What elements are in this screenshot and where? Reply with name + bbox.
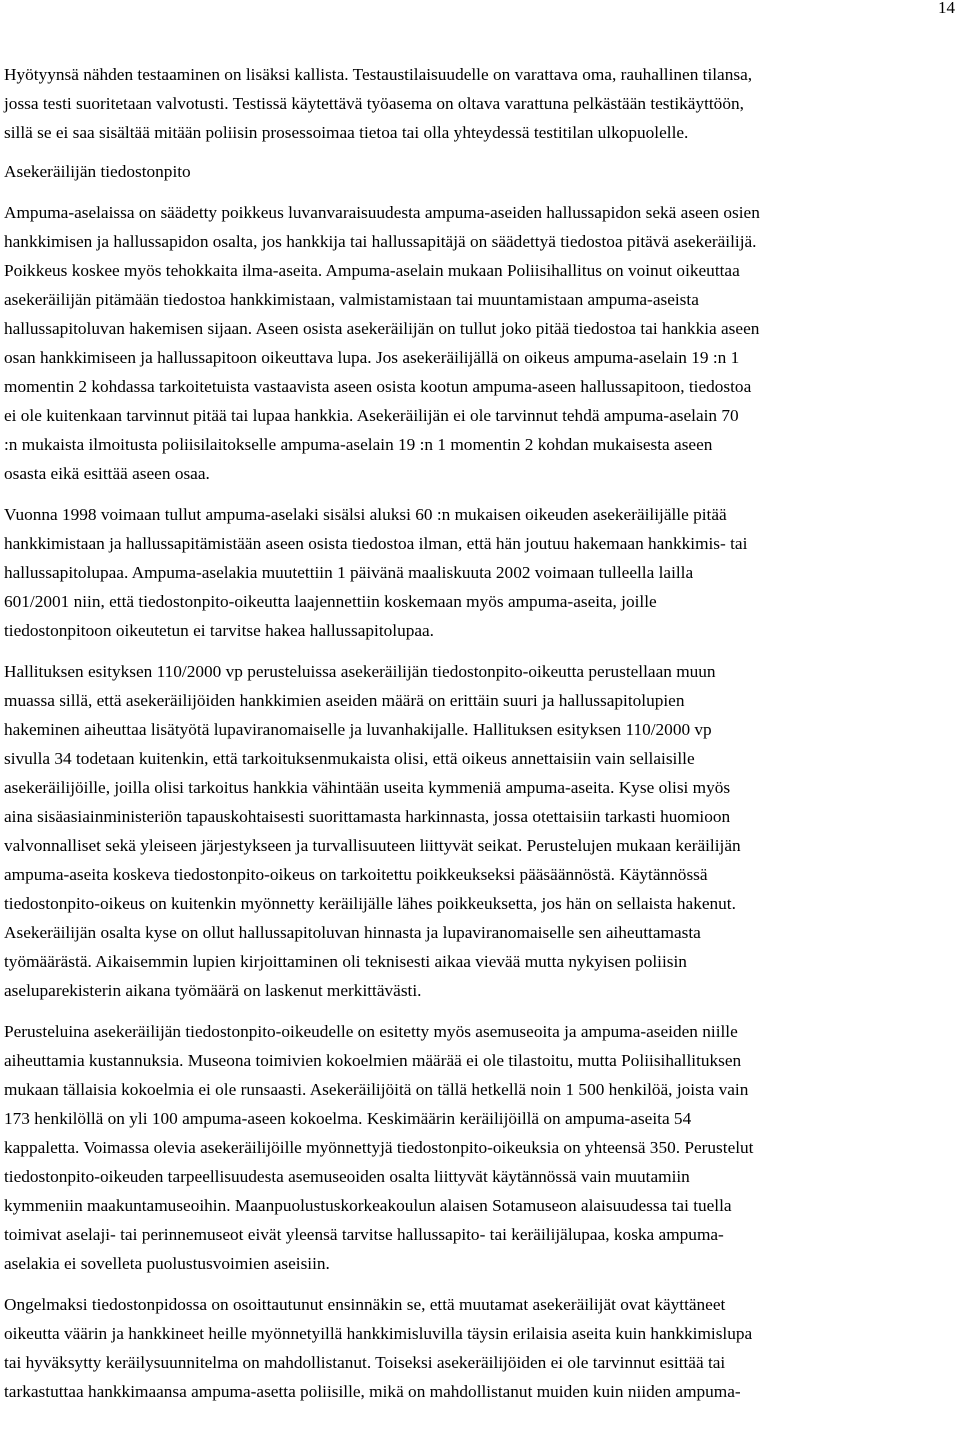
text-line: tai hyväksytty keräilysuunnitelma on mahdollistanut. Toiseksi asekeräilijöiden ei ole tarvinnut esittää tai xyxy=(4,1353,726,1372)
paragraph-exception xyxy=(4,198,956,488)
text-line: jossa testi suoritetaan valvotusti. Testissä käytettävä työasema on oltava varattuna pelkästään testikäyttöön, xyxy=(4,94,744,113)
text-line: hankkimistaan ja hallussapitämistään aseen osista tiedostoa ilman, että hän joutuu hakemaan hankkimis- tai xyxy=(4,534,748,553)
text-line: sivulla 34 todetaan kuitenkin, että tarkoituksenmukaista olisi, että oikeus annettaisiin vain sellaisille xyxy=(4,749,695,768)
heading-text: Asekeräilijän tiedostonpito xyxy=(4,162,191,181)
text-line: mukaan tällaisia kokoelmia ei ole runsaasti. Asekeräilijöitä on tällä hetkellä noin 1 500 henkilöä, joista vain xyxy=(4,1080,749,1099)
text-line: ampuma-aseita koskeva tiedostonpito-oikeus on tarkoitettu poikkeukseksi pääsäännöstä. Käytännössä xyxy=(4,865,708,884)
text-line: valvonnalliset sekä yleiseen järjestykseen ja turvallisuuteen liittyvät seikat. Perustelujen mukaan keräilijän xyxy=(4,836,741,855)
text-line: aina sisäasiainministeriön tapauskohtaisesti suorittamasta harkinnasta, jossa otettaisiin tarkasti huomioon xyxy=(4,807,731,826)
text-line: työmäärästä. Aikaisemmin lupien kirjoittaminen oli teknisesti aikaa vievää mutta nykyisen poliisin xyxy=(4,952,687,971)
text-line: muassa sillä, että asekeräilijöiden hankkimien aseiden määrä on erittäin suuri ja hallussapitolupien xyxy=(4,691,685,710)
text-line: aselakia ei sovelleta puolustusvoimien aseisiin. xyxy=(4,1254,330,1273)
paragraph-history xyxy=(4,500,956,645)
text-line: ei ole kuitenkaan tarvinnut pitää tai lupaa hankkia. Asekeräilijän ei ole tarvinnut tehdä ampuma-aselain 70 xyxy=(4,406,739,425)
text-line: Asekeräilijän osalta kyse on ollut hallussapitoluvan hinnasta ja lupaviranomaiselle sen aiheuttamasta xyxy=(4,923,701,942)
text-line: 173 henkilöllä on yli 100 ampuma-aseen kokoelma. Keskimäärin keräilijöillä on ampuma-aseita 54 xyxy=(4,1109,692,1128)
text-line: 601/2001 niin, että tiedostonpito-oikeutta laajennettiin koskemaan myös ampuma-aseita, joille xyxy=(4,592,657,611)
text-line: hakeminen aiheuttaa lisätyötä lupaviranomaiselle ja luvanhakijalle. Hallituksen esityksen 110/2000 vp xyxy=(4,720,712,739)
text-line: momentin 2 kohdassa tarkoitetuista vastaavista aseen osista kootun ampuma-aseen hallussapitoon, tiedostoa xyxy=(4,377,752,396)
text-line: Perusteluina asekeräilijän tiedostonpito-oikeudelle on esitetty myös asemuseoita ja ampuma-aseiden niille xyxy=(4,1022,738,1041)
text-line: asekeräilijän pitämään tiedostoa hankkimistaan, valmistamistaan tai muuntamistaan ampuma-aseista xyxy=(4,290,699,309)
text-line: kappaletta. Voimassa olevia asekeräilijöille myönnettyjä tiedostonpito-oikeuksia on yhteensä 350. Perustelut xyxy=(4,1138,754,1157)
text-line: tarkastuttaa hankkimaansa ampuma-asetta poliisille, mikä on mahdollistanut muiden kuin niiden ampuma- xyxy=(4,1382,741,1401)
text-line: kymmeniin maakuntamuseoihin. Maanpuolustuskorkeakoulun alaisen Sotamuseon alaisuudessa tai tuella xyxy=(4,1196,732,1215)
paragraph-museums xyxy=(4,1017,956,1278)
text-line: Ongelmaksi tiedostonpidossa on osoittautunut ensinnäkin se, että muutamat asekeräilijät ovat käyttäneet xyxy=(4,1295,726,1314)
text-line: aseluparekisterin aikana työmäärä on laskenut merkittävästi. xyxy=(4,981,422,1000)
text-line: Hyötyynsä nähden testaaminen on lisäksi kallista. Testaustilaisuudelle on varattava oma, rauhallinen tilansa, xyxy=(4,65,753,84)
text-line: osan hankkimiseen ja hallussapitoon oikeuttava lupa. Jos asekeräilijällä on oikeus ampuma-aselain 19 :n 1 xyxy=(4,348,740,367)
text-line: Ampuma-aselaissa on säädetty poikkeus luvanvaraisuudesta ampuma-aseiden hallussapidon sekä aseen osien xyxy=(4,203,760,222)
text-line: Poikkeus koskee myös tehokkaita ilma-aseita. Ampuma-aselain mukaan Poliisihallitus on voinut oikeuttaa xyxy=(4,261,740,280)
text-line: hallussapitolupaa. Ampuma-aselakia muutettiin 1 päivänä maaliskuuta 2002 voimaan tulleella lailla xyxy=(4,563,694,582)
text-line: hallussapitoluvan hakemisen sijaan. Aseen osista asekeräilijän on tullut joko pitää tiedostoa tai hankkia aseen xyxy=(4,319,760,338)
text-line: oikeutta väärin ja hankkineet heille myönnetyillä hankkimisluvilla täysin erilaisia aseita kuin hankkimislupa xyxy=(4,1324,753,1343)
text-line: hankkimisen ja hallussapidon osalta, jos hankkija tai hallussapitäjä on säädettyä tiedostoa pitävä asekeräilijä. xyxy=(4,232,757,251)
paragraph-government-proposal xyxy=(4,657,956,1005)
paragraph-intro xyxy=(4,60,956,147)
text-line: tiedostonpitoon oikeutetun ei tarvitse hakea hallussapitolupaa. xyxy=(4,621,435,640)
section-heading xyxy=(4,157,956,186)
text-line: :n mukaista ilmoitusta poliisilaitokselle ampuma-aselain 19 :n 1 momentin 2 kohdan mukaisesta aseen xyxy=(4,435,713,454)
text-line: aiheuttamia kustannuksia. Museona toimivien kokoelmien määrää ei ole tilastoitu, mutta Poliisihallituksen xyxy=(4,1051,742,1070)
paragraph-problems xyxy=(4,1290,956,1406)
text-line: Hallituksen esityksen 110/2000 vp perusteluissa asekeräilijän tiedostonpito-oikeutta perustellaan muun xyxy=(4,662,716,681)
text-line: toimivat aselaji- tai perinnemuseot eivät yleensä tarvitse hallussapito- tai keräilijälupaa, koska ampuma- xyxy=(4,1225,724,1244)
text-line: Vuonna 1998 voimaan tullut ampuma-aselaki sisälsi aluksi 60 :n mukaisen oikeuden asekeräilijälle pitää xyxy=(4,505,727,524)
text-line: asekeräilijöille, joilla olisi tarkoitus hankkia vähintään useita kymmeniä ampuma-aseita. Kyse olisi myös xyxy=(4,778,731,797)
text-line: tiedostonpito-oikeuden tarpeellisuudesta asemuseoiden osalta liittyvät käytännössä vain muutamiin xyxy=(4,1167,690,1186)
text-line: tiedostonpito-oikeus on kuitenkin myönnetty keräilijälle lähes poikkeuksetta, jos hän on sellaista hakenut. xyxy=(4,894,736,913)
text-line: osasta eikä esittää aseen osaa. xyxy=(4,464,210,483)
text-line: sillä se ei saa sisältää mitään poliisin prosessoimaa tietoa tai olla yhteydessä testitilan ulkopuolelle. xyxy=(4,123,689,142)
document-body xyxy=(4,60,956,1406)
page-number: 14 xyxy=(938,0,955,17)
